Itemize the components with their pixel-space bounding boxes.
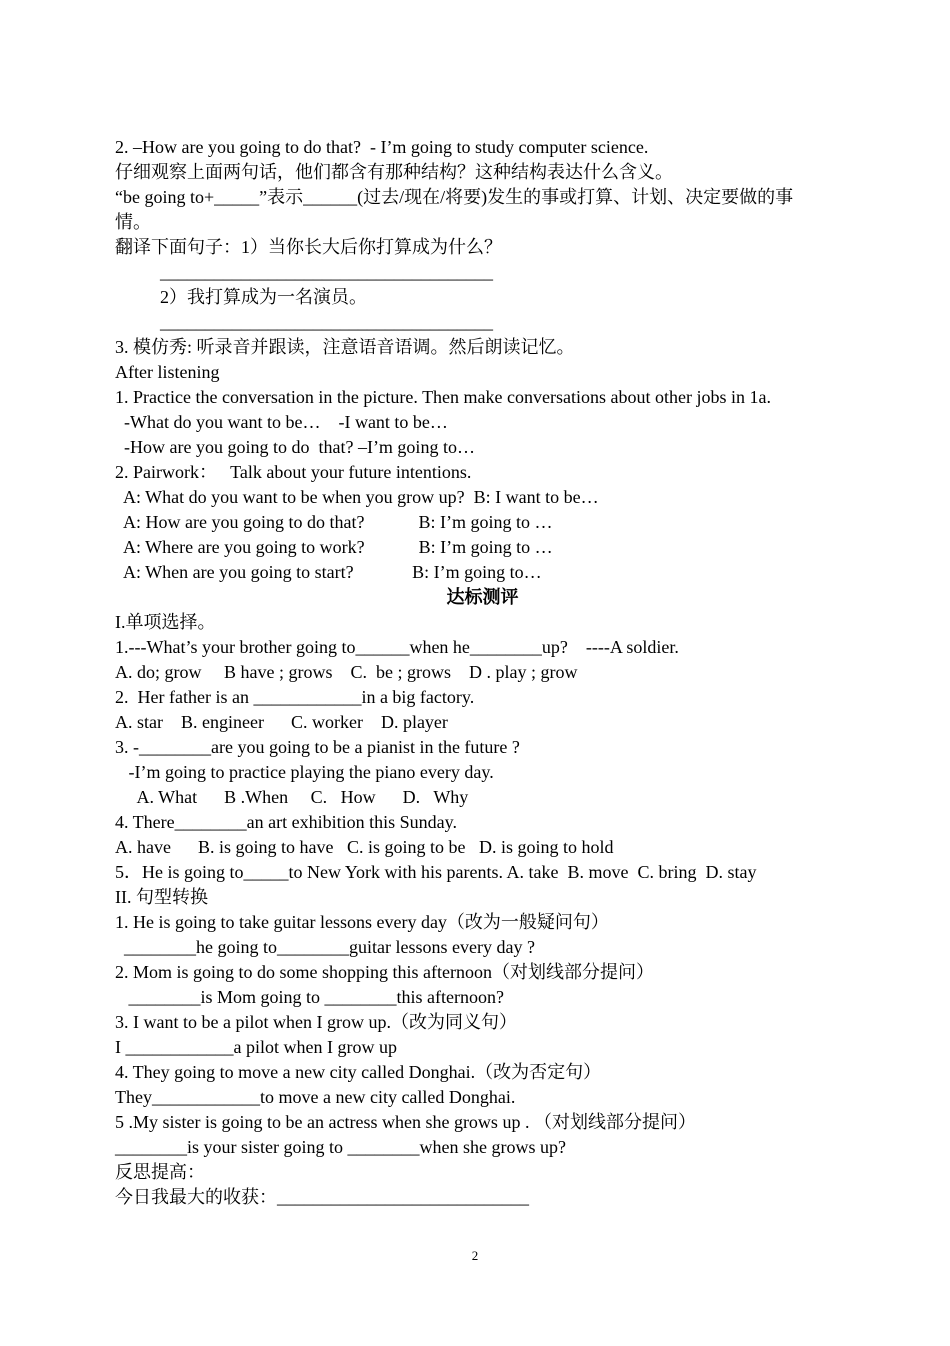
question-line: 4. There________an art exhibition this Sunday.: [115, 812, 457, 832]
answer-line: ________is Mom going to ________this afternoon?: [115, 987, 504, 1007]
document-body: [115, 135, 850, 1210]
section-heading: After listening: [115, 362, 220, 382]
page-number: 2: [471, 1248, 479, 1263]
answer-blank-line: _____________________________________: [115, 312, 493, 332]
section-heading: I.单项选择。: [115, 612, 216, 632]
text-line: 2. Pairwork： Talk about your future intentions.: [115, 462, 472, 482]
dialogue-line: A: How are you going to do that? B: I’m going to …: [115, 512, 553, 532]
text-line: “be going to+_____”表示______(过去/现在/将要)发生的事或打算、计划、决定要做的事: [115, 187, 794, 207]
question-line: -I’m going to practice playing the piano every day.: [115, 762, 494, 782]
options-line: A. star B. engineer C. worker D. player: [115, 712, 448, 732]
reflection-line: 今日我最大的收获：____________________________: [115, 1187, 529, 1207]
question-line: 3. I want to be a pilot when I grow up.（改为同义句）: [115, 1012, 517, 1032]
text-line: 3. 模仿秀: 听录音并跟读，注意语音语调。然后朗读记忆。: [115, 337, 575, 357]
question-line: 2. Mom is going to do some shopping this afternoon（对划线部分提问）: [115, 962, 654, 982]
section-heading: 反思提高：: [115, 1162, 205, 1182]
text-line: 2）我打算成为一名演员。: [115, 287, 367, 307]
answer-line: They____________to move a new city called Donghai.: [115, 1087, 516, 1107]
text-line: 2. –How are you going to do that? - I’m going to study computer science.: [115, 137, 649, 157]
question-line: 5．He is going to_____to New York with his parents. A. take B. move C. bring D. stay: [115, 862, 757, 882]
options-line: A. do; grow B have ; grows C. be ; grows D . play ; grow: [115, 662, 578, 682]
dialogue-line: A: What do you want to be when you grow up? B: I want to be…: [115, 487, 599, 507]
answer-line: ________he going to________guitar lessons every day ?: [115, 937, 535, 957]
question-line: 3. -________are you going to be a pianist in the future ?: [115, 737, 520, 757]
question-line: 5 .My sister is going to be an actress when she grows up . （对划线部分提问）: [115, 1112, 696, 1132]
answer-line: ________is your sister going to ________when she grows up?: [115, 1137, 566, 1157]
question-line: 4. They going to move a new city called Donghai.（改为否定句）: [115, 1062, 602, 1082]
question-line: 1.---What’s your brother going to______when he________up? ----A soldier.: [115, 637, 679, 657]
text-line: 1. Practice the conversation in the picture. Then make conversations about other jobs in 1a.: [115, 387, 771, 407]
question-line: 2. Her father is an ____________in a big factory.: [115, 687, 475, 707]
text-line: 仔细观察上面两句话，他们都含有那种结构？这种结构表达什么含义。: [115, 162, 673, 182]
options-line: A. have B. is going to have C. is going to be D. is going to hold: [115, 837, 614, 857]
text-line: -How are you going to do that? –I’m going to…: [115, 437, 475, 457]
dialogue-line: A: When are you going to start? B: I’m going to…: [115, 562, 542, 582]
text-line: -What do you want to be… -I want to be…: [115, 412, 448, 432]
text-line: 翻译下面句子：1）当你长大后你打算成为什么？: [115, 237, 502, 257]
text-line: 情。: [115, 212, 151, 232]
question-line: 1. He is going to take guitar lessons every day（改为一般疑问句）: [115, 912, 609, 932]
answer-blank-line: _____________________________________: [115, 262, 493, 282]
section-title: 达标测评: [446, 587, 519, 607]
dialogue-line: A: Where are you going to work? B: I’m going to …: [115, 537, 553, 557]
answer-line: I ____________a pilot when I grow up: [115, 1037, 397, 1057]
section-heading: II. 句型转换: [115, 887, 208, 907]
options-line: A. What B .When C. How D. Why: [115, 787, 469, 807]
